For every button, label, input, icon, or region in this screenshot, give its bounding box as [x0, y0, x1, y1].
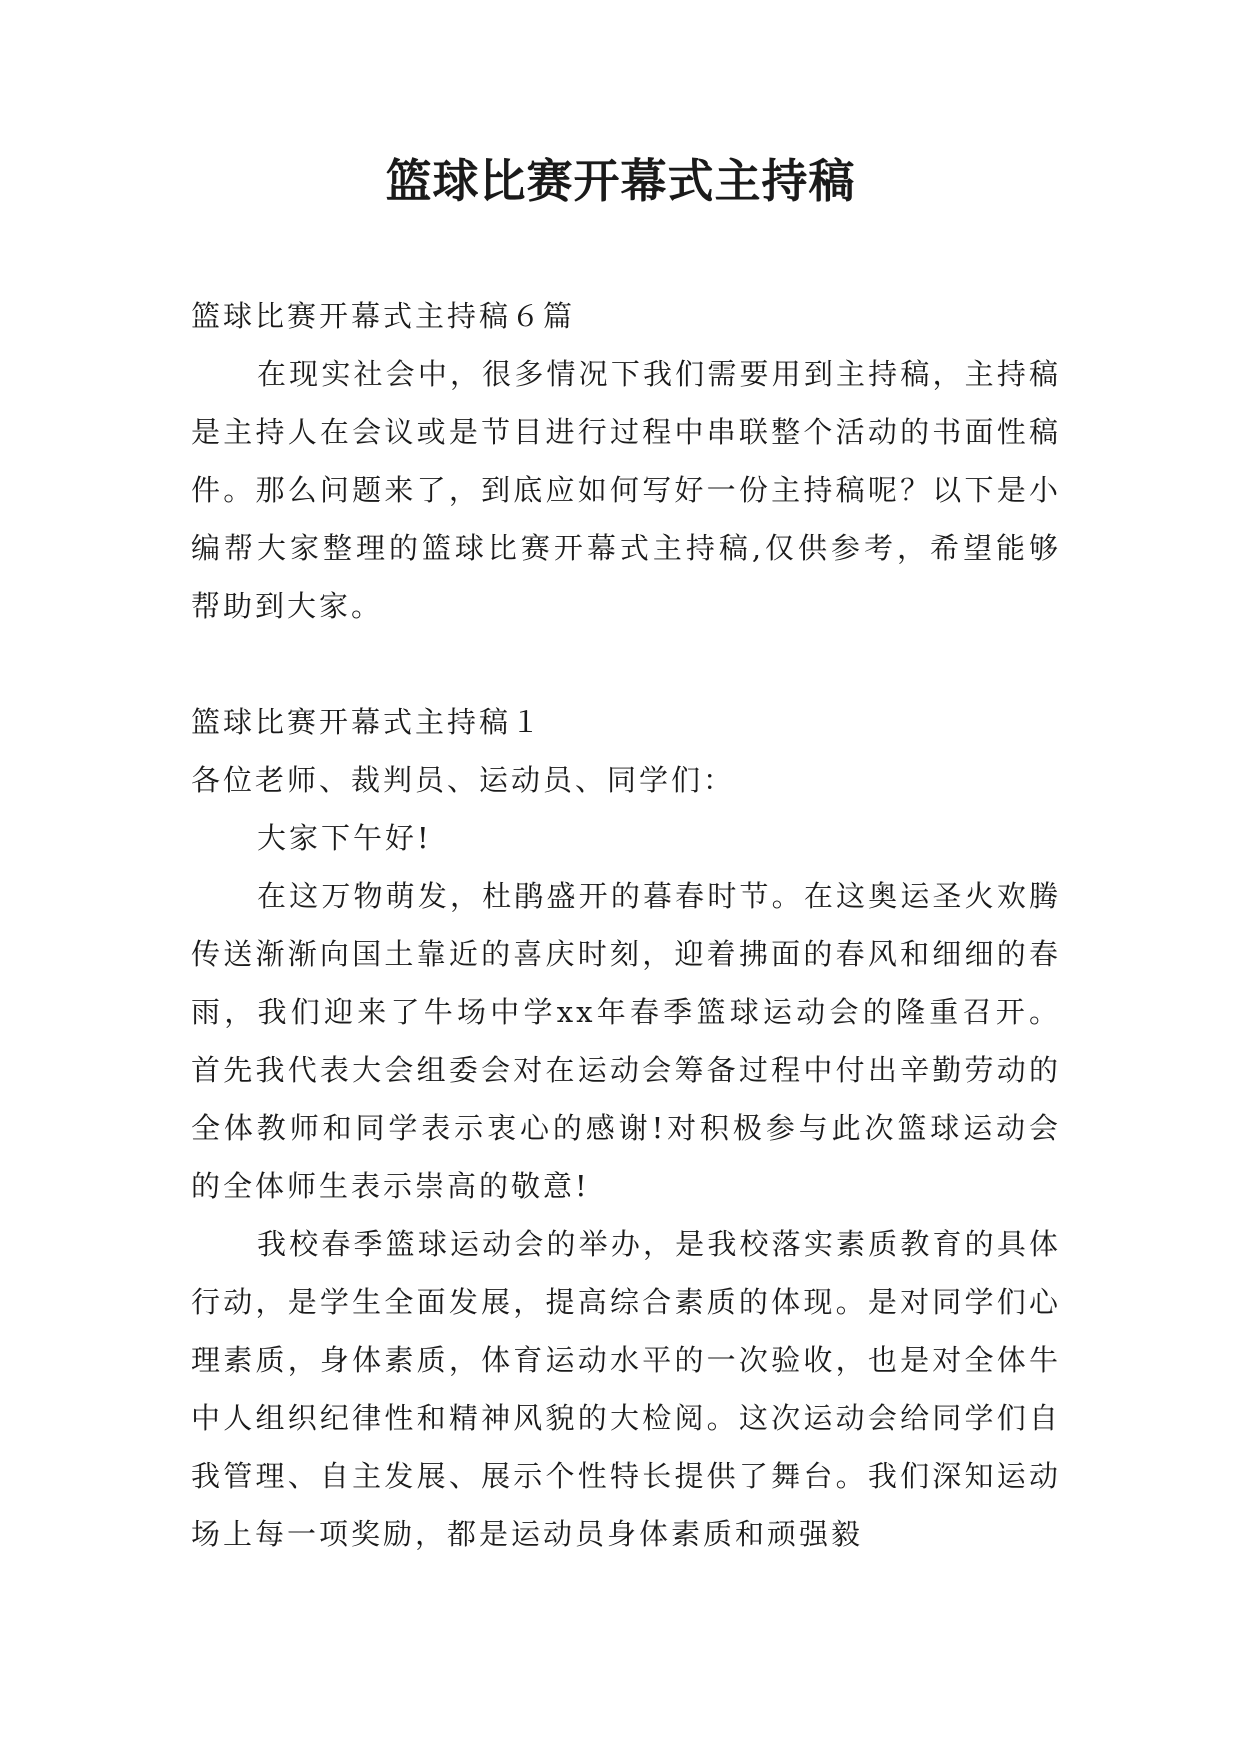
- intro-paragraph: 在现实社会中，很多情况下我们需要用到主持稿，主持稿是主持人在会议或是节目进行过程中串联整个活动的书面性稿件。那么问题来了，到底应如何写好一份主持稿呢？以下是小编帮大家整理的篮球比赛开幕式主持稿,仅供参考，希望能够帮助到大家。: [191, 357, 1061, 623]
- greeting: 大家下午好!: [257, 821, 432, 855]
- section-heading: 篮球比赛开幕式主持稿１: [191, 705, 544, 739]
- document-subtitle: 篮球比赛开幕式主持稿６篇: [191, 299, 576, 333]
- body-paragraph: 我校春季篮球运动会的举办，是我校落实素质教育的具体行动，是学生全面发展，提高综合素质的体现。是对同学们心理素质，身体素质，体育运动水平的一次验收，也是对全体牛中人组织纪律性和精神风貌的大检阅。这次运动会给同学们自我管理、自主发展、展示个性特长提供了舞台。我们深知运动场上每一项奖励，都是运动员身体素质和顽强毅: [191, 1227, 1061, 1551]
- salutation: 各位老师、裁判员、运动员、同学们：: [191, 763, 736, 797]
- document-title: 篮球比赛开幕式主持稿: [385, 154, 856, 208]
- document-body: [191, 287, 1061, 1563]
- body-paragraph: 在这万物萌发，杜鹃盛开的暮春时节。在这奥运圣火欢腾传送渐渐向国土靠近的喜庆时刻，迎着拂面的春风和细细的春雨，我们迎来了牛场中学xx年春季篮球运动会的隆重召开。首先我代表大会组委会对在运动会筹备过程中付出辛勤劳动的全体教师和同学表示衷心的感谢!对积极参与此次篮球运动会的全体师生表示崇高的敬意!: [191, 879, 1061, 1203]
- paragraph-gap: [191, 635, 1061, 693]
